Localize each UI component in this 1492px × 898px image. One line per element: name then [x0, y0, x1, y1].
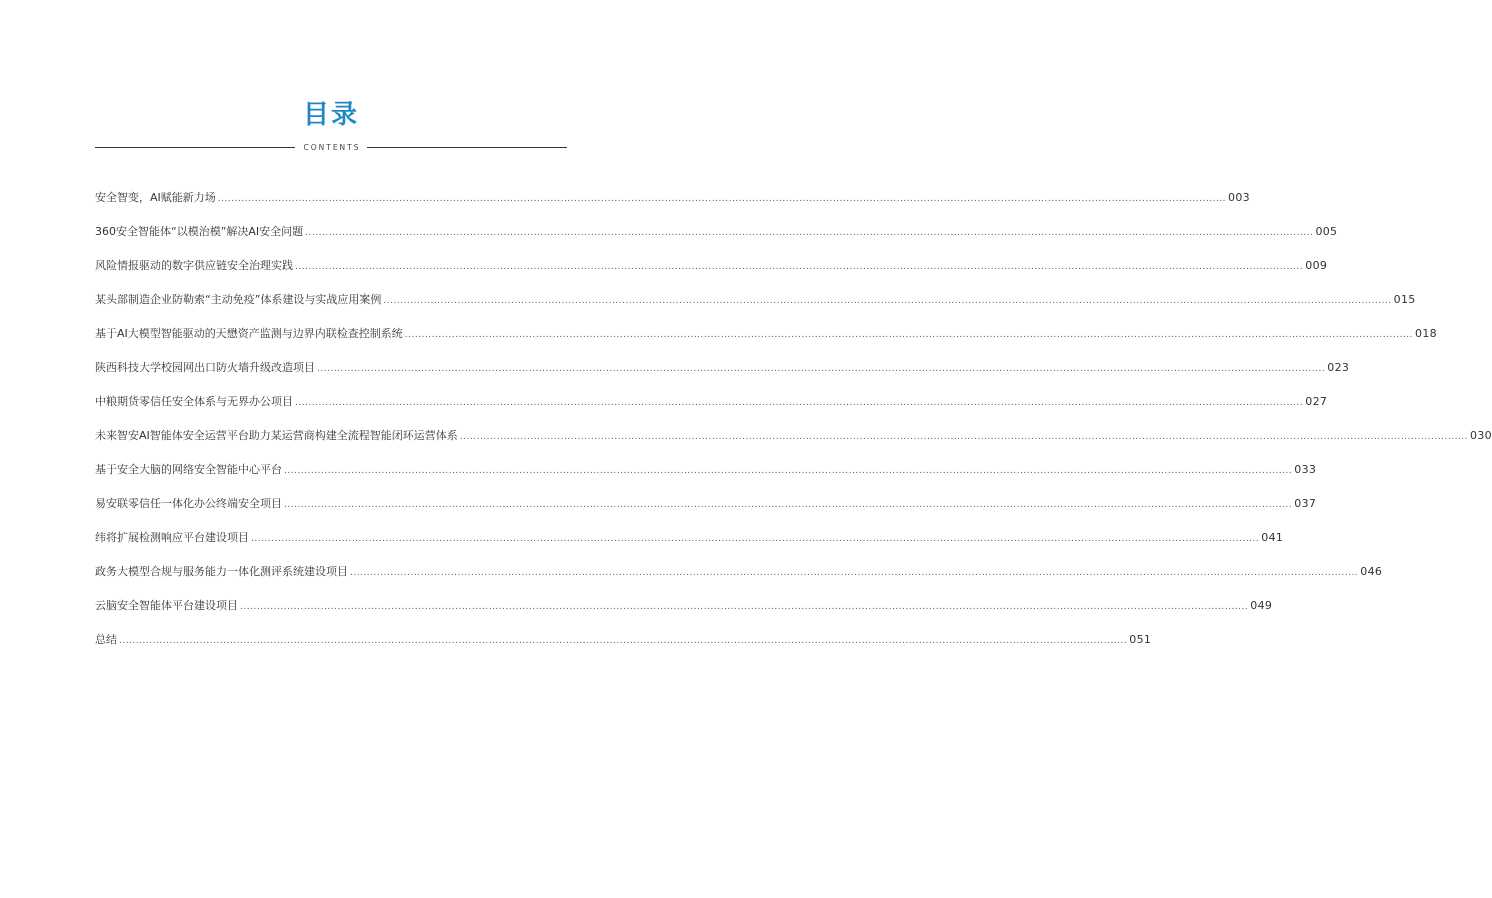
- left-divider: [95, 147, 295, 148]
- toc-entry-page: 009: [1305, 259, 1328, 272]
- toc-entry[interactable]: [95, 188, 1250, 222]
- toc-leader-dots: ............................................................................................................................................................................................................................................................................................................: [240, 602, 1249, 612]
- right-divider: [367, 147, 567, 148]
- toc-entry[interactable]: [95, 630, 1152, 664]
- toc-entry-title: 纬将扩展检测响应平台建设项目: [95, 531, 249, 544]
- toc-leader-dots: ............................................................................................................................................................................................................................................................................................................: [217, 194, 1227, 204]
- toc-entry-title: 风险情报驱动的数字供应链安全治理实践: [95, 259, 293, 272]
- toc-entry[interactable]: [95, 528, 1284, 562]
- toc-entry-page: 037: [1294, 497, 1317, 510]
- toc-entry[interactable]: [95, 222, 1338, 256]
- toc-entry-title: 基于AI大模型智能驱动的天懋资产监测与边界内联检查控制系统: [95, 327, 403, 340]
- toc-leader-dots: ............................................................................................................................................................................................................................................................................................................: [295, 262, 1304, 272]
- toc-entry-page: 027: [1305, 395, 1328, 408]
- toc-entry[interactable]: [95, 358, 1350, 392]
- toc-entry[interactable]: [95, 392, 1328, 426]
- toc-leader-dots: ............................................................................................................................................................................................................................................................................................................: [284, 466, 1293, 476]
- toc-entry[interactable]: [95, 426, 1492, 460]
- toc-entry[interactable]: [95, 290, 1416, 324]
- toc-entry-title: 政务大模型合规与服务能力一体化测评系统建设项目: [95, 565, 348, 578]
- toc-entry-page: 033: [1294, 463, 1317, 476]
- toc-leader-dots: ............................................................................................................................................................................................................................................................................................................: [317, 364, 1326, 374]
- toc-entry[interactable]: [95, 324, 1437, 358]
- toc-entry-title: 未来智安AI智能体安全运营平台助力某运营商构建全流程智能闭环运营体系: [95, 429, 458, 442]
- toc-leader-dots: ............................................................................................................................................................................................................................................................................................................: [350, 568, 1359, 578]
- toc-leader-dots: ............................................................................................................................................................................................................................................................................................................: [459, 432, 1469, 442]
- toc-entry-title: 基于安全大脑的网络安全智能中心平台: [95, 463, 282, 476]
- toc-leader-dots: ............................................................................................................................................................................................................................................................................................................: [305, 228, 1314, 238]
- toc-entry-page: 005: [1315, 225, 1338, 238]
- contents-subtitle: CONTENTS: [303, 142, 361, 152]
- page-title: 目录: [302, 100, 359, 130]
- toc-entry-title: 中粮期货零信任安全体系与无界办公项目: [95, 395, 293, 408]
- toc-leader-dots: ............................................................................................................................................................................................................................................................................................................: [404, 330, 1414, 340]
- toc-entry-page: 030: [1470, 429, 1492, 442]
- table-of-contents: [95, 188, 1492, 664]
- toc-entry-page: 015: [1393, 293, 1416, 306]
- toc-entry[interactable]: [95, 562, 1383, 596]
- toc-entry[interactable]: [95, 494, 1317, 528]
- toc-leader-dots: ............................................................................................................................................................................................................................................................................................................: [383, 296, 1392, 306]
- toc-entry-title: 云脑安全智能体平台建设项目: [95, 599, 238, 612]
- toc-entry-page: 049: [1250, 599, 1273, 612]
- toc-entry-title: 安全智变，AI赋能新力场: [95, 191, 216, 204]
- toc-entry[interactable]: [95, 596, 1273, 630]
- toc-leader-dots: ............................................................................................................................................................................................................................................................................................................: [284, 500, 1293, 510]
- contents-subtitle-bar: [95, 141, 567, 153]
- toc-entry-title: 陕西科技大学校园网出口防火墙升级改造项目: [95, 361, 315, 374]
- toc-entry-title: 总结: [95, 633, 117, 646]
- toc-entry-page: 003: [1228, 191, 1250, 204]
- toc-entry-page: 018: [1415, 327, 1437, 340]
- toc-entry[interactable]: [95, 460, 1317, 494]
- toc-entry-title: 某头部制造企业防勒索“主动免疫”体系建设与实战应用案例: [95, 293, 382, 306]
- toc-entry-page: 041: [1261, 531, 1284, 544]
- toc-entry-title: 易安联零信任一体化办公终端安全项目: [95, 497, 282, 510]
- toc-entry[interactable]: [95, 256, 1328, 290]
- toc-leader-dots: ............................................................................................................................................................................................................................................................................................................: [251, 534, 1260, 544]
- toc-leader-dots: ............................................................................................................................................................................................................................................................................................................: [295, 398, 1304, 408]
- toc-entry-page: 046: [1360, 565, 1383, 578]
- toc-entry-title: 360安全智能体“以模治模”解决AI安全问题: [95, 225, 304, 238]
- toc-entry-page: 051: [1129, 633, 1152, 646]
- toc-leader-dots: ............................................................................................................................................................................................................................................................................................................: [119, 636, 1128, 646]
- toc-entry-page: 023: [1327, 361, 1350, 374]
